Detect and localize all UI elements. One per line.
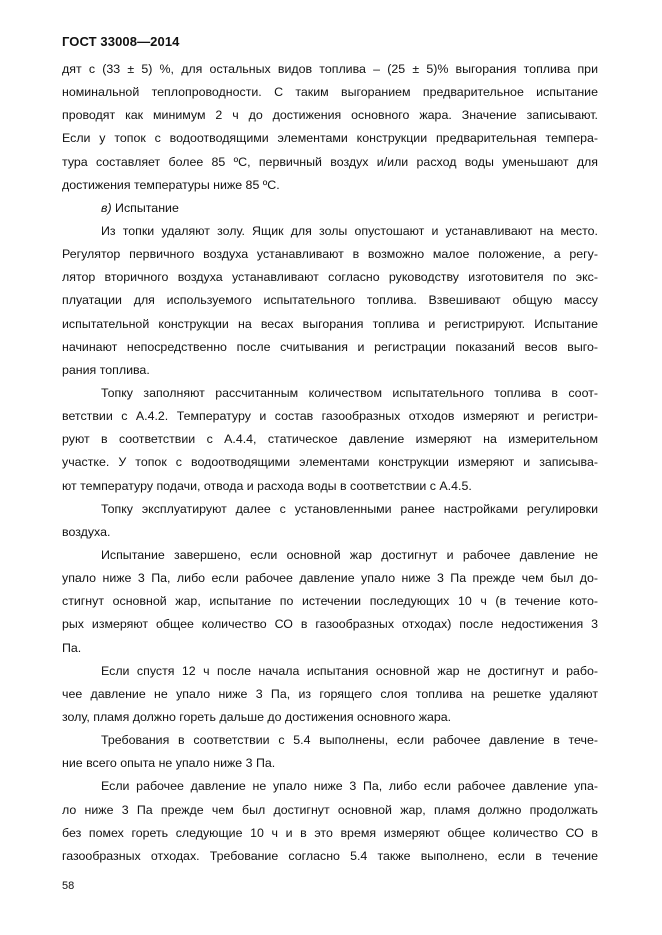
text-line-content: лятор вторичного воздуха устанавливают согласно руководству изготовителя по экс-: [62, 270, 598, 285]
text-line: [62, 359, 598, 382]
text-line-content: Если спустя 12 ч после начала испытания основной жар не достигнут и рабо-: [101, 663, 598, 678]
text-line: [62, 197, 598, 220]
document-body: [62, 58, 598, 868]
text-line-content: воздуха.: [62, 524, 111, 539]
text-line: [62, 289, 598, 312]
text-line-content: без помех гореть следующие 10 ч и в это время измеряют общее количество СО в: [62, 825, 598, 840]
text-line: [62, 243, 598, 266]
text-line: [62, 729, 598, 752]
text-line: [62, 637, 598, 660]
text-line-content: Если у топок с водоотводящими элементами конструкции предварительная темпера-: [62, 131, 598, 146]
text-line: [62, 475, 598, 498]
text-line: [62, 451, 598, 474]
text-line: [62, 567, 598, 590]
text-line-content: Топку эксплуатируют далее с установленными ранее настройками регулировки: [101, 501, 598, 516]
text-line: [62, 382, 598, 405]
list-marker: в): [101, 200, 112, 215]
text-line: [62, 58, 598, 81]
text-line: [62, 683, 598, 706]
text-line: [62, 822, 598, 845]
text-line-content: проводят как минимум 2 ч до достижения основного жара. Значение записывают.: [62, 108, 598, 123]
text-line-content: ют температуру подачи, отвода и расхода воды в соответствии с А.4.5.: [62, 478, 472, 493]
text-line: [62, 775, 598, 798]
text-line: [62, 174, 598, 197]
text-line-content: ло ниже 3 Па прежде чем был достигнут основной жар, пламя должно продолжать: [62, 802, 598, 817]
text-line-content: рых измеряют общее количество СО в газообразных отходах) после недостижения 3: [62, 617, 598, 632]
text-line: [62, 752, 598, 775]
text-line: [62, 151, 598, 174]
text-line: [62, 313, 598, 336]
text-line: [62, 498, 598, 521]
text-line-content: достижения температуры ниже 85 ºС.: [62, 177, 280, 192]
text-line-content: Регулятор первичного воздуха устанавливают в возможно малое положение, а регу-: [62, 247, 598, 262]
text-line-content: Топку заполняют рассчитанным количеством испытательного топлива в соот-: [101, 385, 598, 400]
text-line-content: Из топки удаляют золу. Ящик для золы опустошают и устанавливают на место.: [101, 223, 598, 238]
text-line-content: Испытание: [115, 200, 179, 215]
text-line: [62, 706, 598, 729]
text-line-content: тура составляет более 85 ºС, первичный воздух и/или расход воды уменьшают для: [62, 154, 598, 169]
text-line-content: испытательной конструкции на весах выгорания топлива и регистрируют. Испытание: [62, 316, 598, 331]
text-line-content: ние всего опыта не упало ниже 3 Па.: [62, 756, 276, 771]
text-line-content: рания топлива.: [62, 362, 150, 377]
text-line: [62, 590, 598, 613]
text-line-content: номинальной теплопроводности. С таким выгоранием предварительное испытание: [62, 85, 598, 100]
text-line: [62, 428, 598, 451]
document-header: ГОСТ 33008—2014: [62, 34, 180, 49]
text-line: [62, 220, 598, 243]
text-line-content: газообразных отходах. Требование согласно 5.4 также выполнено, если в течение: [62, 848, 598, 863]
page-number: 58: [62, 880, 75, 892]
text-line-content: чее давление не упало ниже 3 Па, из горящего слоя топлива на решетке удаляют: [62, 686, 598, 701]
text-line-content: плуатации для используемого испытательного топлива. Взвешивают общую массу: [62, 293, 598, 308]
text-line-content: Испытание завершено, если основной жар достигнут и рабочее давление не: [101, 547, 598, 562]
text-line: [62, 799, 598, 822]
text-line-content: упало ниже 3 Па, либо если рабочее давление упало ниже 3 Па прежде чем был до-: [62, 571, 598, 586]
text-line-content: руют в соответствии с А.4.4, статическое давление измеряют на измерительном: [62, 432, 598, 447]
text-line: [62, 521, 598, 544]
text-line: [62, 544, 598, 567]
text-line: [62, 845, 598, 868]
text-line-content: Требования в соответствии с 5.4 выполнены, если рабочее давление в тече-: [101, 733, 598, 748]
text-line-content: начинают непосредственно после считывания и регистрации показаний весов выго-: [62, 339, 598, 354]
text-line: [62, 613, 598, 636]
text-line-content: Если рабочее давление не упало ниже 3 Па, либо если рабочее давление упа-: [101, 779, 598, 794]
text-line: [62, 127, 598, 150]
text-line: [62, 266, 598, 289]
text-line: [62, 660, 598, 683]
text-line-content: дят с (33 ± 5) %, для остальных видов топлива – (25 ± 5)% выгорания топлива при: [62, 62, 598, 76]
text-line: [62, 405, 598, 428]
text-line-content: участке. У топок с водоотводящими элементами конструкции измеряют и записыва-: [62, 455, 598, 470]
text-line: [62, 336, 598, 359]
text-line-content: Па.: [62, 640, 82, 655]
text-line: [62, 81, 598, 104]
text-line: [62, 104, 598, 127]
text-line-content: золу, пламя должно гореть дальше до достижения основного жара.: [62, 709, 452, 724]
text-line-content: ветствии с А.4.2. Температуру и состав газообразных отходов измеряют и регистри-: [62, 409, 598, 424]
text-line-content: стигнут основной жар, испытание по истечении последующих 10 ч (в течение кото-: [62, 594, 598, 609]
